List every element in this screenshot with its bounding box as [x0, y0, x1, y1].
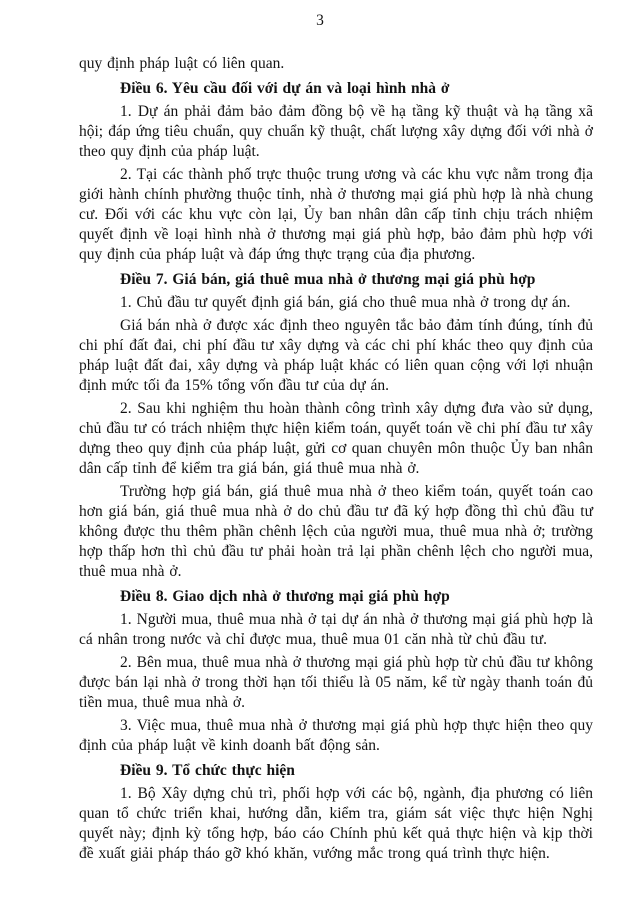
paragraph: 2. Sau khi nghiệm thu hoàn thành công trình xây dựng đưa vào sử dụng, chủ đầu tư có trách nhiệm thực hiện kiểm toán, quyết toán về chi phí đầu tư xây dựng theo quy định của pháp luật, gửi cơ quan chuyên môn thuộc Ủy ban nhân dân cấp tỉnh để kiểm tra giá bán, giá thuê mua nhà ở. [79, 400, 593, 477]
paragraph-continuation: quy định pháp luật có liên quan. [79, 55, 285, 72]
paragraph: Trường hợp giá bán, giá thuê mua nhà ở theo kiểm toán, quyết toán cao hơn giá bán, giá thuê mua nhà ở do chủ đầu tư đã ký hợp đồng thì chủ đầu tư không được thu thêm phần chênh lệch của người mua, thuê mua nhà ở; trường hợp thấp hơn thì chủ đầu tư phải hoàn trả lại phần chênh lệch cho người mua, thuê mua nhà ở. [79, 483, 593, 580]
article-heading-dieu-9: Điều 9. Tổ chức thực hiện [120, 762, 295, 779]
paragraph: 2. Tại các thành phố trực thuộc trung ương và các khu vực nằm trong địa giới hành chính phường thuộc tỉnh, nhà ở thương mại giá phù hợp là nhà chung cư. Đối với các khu vực còn lại, Ủy ban nhân dân cấp tỉnh chịu trách nhiệm quyết định về loại hình nhà ở thương mại giá phù hợp, bảo đảm phù hợp với quy định của pháp luật và đáp ứng thực trạng của địa phương. [79, 166, 593, 263]
article-heading-dieu-7: Điều 7. Giá bán, giá thuê mua nhà ở thương mại giá phù hợp [120, 271, 536, 288]
paragraph: 3. Việc mua, thuê mua nhà ở thương mại giá phù hợp thực hiện theo quy định của pháp luật về kinh doanh bất động sản. [79, 717, 593, 754]
paragraph: 1. Bộ Xây dựng chủ trì, phối hợp với các bộ, ngành, địa phương có liên quan tổ chức triển khai, hướng dẫn, kiểm tra, giám sát việc thực hiện Nghị quyết này; định kỳ tổng hợp, báo cáo Chính phủ kết quả thực hiện và kịp thời đề xuất giải pháp tháo gỡ khó khăn, vướng mắc trong quá trình thực hiện. [79, 785, 593, 862]
paragraph: 1. Dự án phải đảm bảo đảm đồng bộ về hạ tầng kỹ thuật và hạ tầng xã hội; đáp ứng tiêu chuẩn, quy chuẩn kỹ thuật, chất lượng xây dựng đối với nhà ở theo quy định của pháp luật. [79, 103, 593, 160]
document-body [79, 54, 593, 864]
page-number: 3 [316, 12, 324, 29]
paragraph: 1. Người mua, thuê mua nhà ở tại dự án nhà ở thương mại giá phù hợp là cá nhân trong nước và chỉ được mua, thuê mua 01 căn nhà từ chủ đầu tư. [79, 611, 593, 648]
article-heading-dieu-8: Điều 8. Giao dịch nhà ở thương mại giá phù hợp [120, 588, 450, 605]
paragraph: Giá bán nhà ở được xác định theo nguyên tắc bảo đảm tính đúng, tính đủ chi phí đất đai, chi phí đầu tư xây dựng và các chi phí khác theo quy định của pháp luật đất đai, xây dựng và pháp luật khác có liên quan cộng với lợi nhuận định mức tối đa 15% tổng vốn đầu tư của dự án. [79, 317, 593, 394]
paragraph: 1. Chủ đầu tư quyết định giá bán, giá cho thuê mua nhà ở trong dự án. [120, 294, 571, 311]
paragraph: 2. Bên mua, thuê mua nhà ở thương mại giá phù hợp từ chủ đầu tư không được bán lại nhà ở trong thời hạn tối thiểu là 05 năm, kể từ ngày thanh toán đủ tiền mua, thuê mua nhà ở. [79, 654, 593, 711]
article-heading-dieu-6: Điều 6. Yêu cầu đối với dự án và loại hình nhà ở [120, 80, 450, 97]
